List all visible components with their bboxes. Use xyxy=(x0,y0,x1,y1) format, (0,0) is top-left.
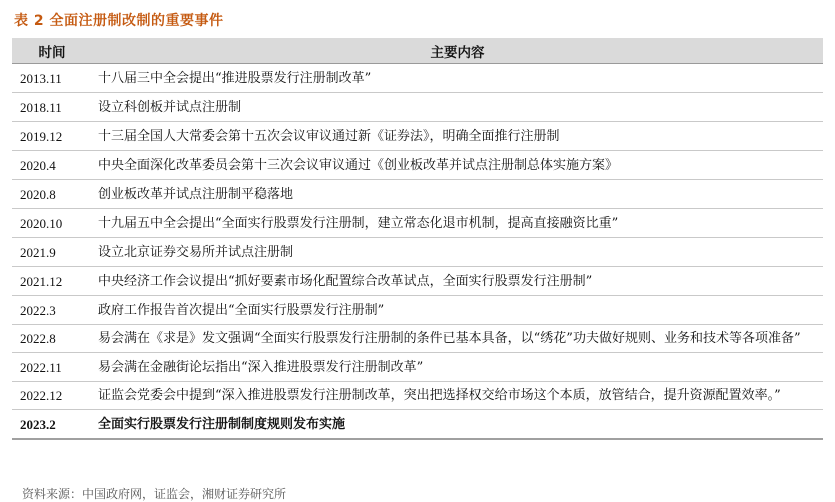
row-event: 政府工作报告首次提出“全面实行股票发行注册制” xyxy=(92,296,823,325)
events-table xyxy=(12,38,823,440)
table-row xyxy=(12,180,823,209)
row-event: 十九届五中全会提出“全面实行股票发行注册制，建立常态化退市机制，提高直接融资比重” xyxy=(92,209,823,238)
row-event: 十三届全国人大常委会第十五次会议审议通过新《证券法》，明确全面推行注册制 xyxy=(92,122,823,151)
row-year: 2019.12 xyxy=(12,122,92,151)
row-event: 中央全面深化改革委员会第十三次会议审议通过《创业板改革并试点注册制总体实施方案》 xyxy=(92,151,823,180)
table-row xyxy=(12,353,823,382)
row-year: 2022.3 xyxy=(12,296,92,325)
row-event: 易会满在金融街论坛指出“深入推进股票发行注册制改革” xyxy=(92,353,823,382)
row-event: 全面实行股票发行注册制制度规则发布实施 xyxy=(92,410,823,440)
row-year: 2013.11 xyxy=(12,64,92,93)
row-year: 2021.9 xyxy=(12,238,92,267)
table-row xyxy=(12,267,823,296)
row-event: 中央经济工作会议提出“抓好要素市场化配置综合改革试点，全面实行股票发行注册制” xyxy=(92,267,823,296)
table-row xyxy=(12,151,823,180)
row-year: 2022.11 xyxy=(12,353,92,382)
row-year: 2018.11 xyxy=(12,93,92,122)
table-row xyxy=(12,238,823,267)
row-year: 2022.12 xyxy=(12,382,92,410)
row-year: 2020.8 xyxy=(12,180,92,209)
table-row xyxy=(12,93,823,122)
row-event: 设立北京证券交易所并试点注册制 xyxy=(92,238,823,267)
table-header-row xyxy=(12,38,823,64)
table-caption: 表 2 全面注册制改制的重要事件 xyxy=(14,13,224,29)
source-note: 资料来源：中国政府网，证监会，湘财证券研究所 xyxy=(22,487,287,501)
row-event: 设立科创板并试点注册制 xyxy=(92,93,823,122)
column-header-event: 主要内容 xyxy=(92,38,823,64)
row-year: 2022.8 xyxy=(12,325,92,353)
row-event: 十八届三中全会提出“推进股票发行注册制改革” xyxy=(92,64,823,93)
row-year: 2020.10 xyxy=(12,209,92,238)
table-row xyxy=(12,325,823,353)
table-row xyxy=(12,410,823,440)
row-year: 2021.12 xyxy=(12,267,92,296)
row-event: 易会满在《求是》发文强调“全面实行股票发行注册制的条件已基本具备，以“绣花”功夫做好规则、业务和技术等各项准备” xyxy=(92,325,823,353)
table-row xyxy=(12,382,823,410)
row-event: 创业板改革并试点注册制平稳落地 xyxy=(92,180,823,209)
column-header-time: 时间 xyxy=(12,38,92,64)
row-year: 2020.4 xyxy=(12,151,92,180)
row-event: 证监会党委会中提到“深入推进股票发行注册制改革，突出把选择权交给市场这个本质，放管结合，提升资源配置效率。” xyxy=(92,382,823,410)
row-year: 2023.2 xyxy=(12,410,92,440)
table-row xyxy=(12,209,823,238)
table-row xyxy=(12,296,823,325)
table-row xyxy=(12,122,823,151)
table-row xyxy=(12,64,823,93)
